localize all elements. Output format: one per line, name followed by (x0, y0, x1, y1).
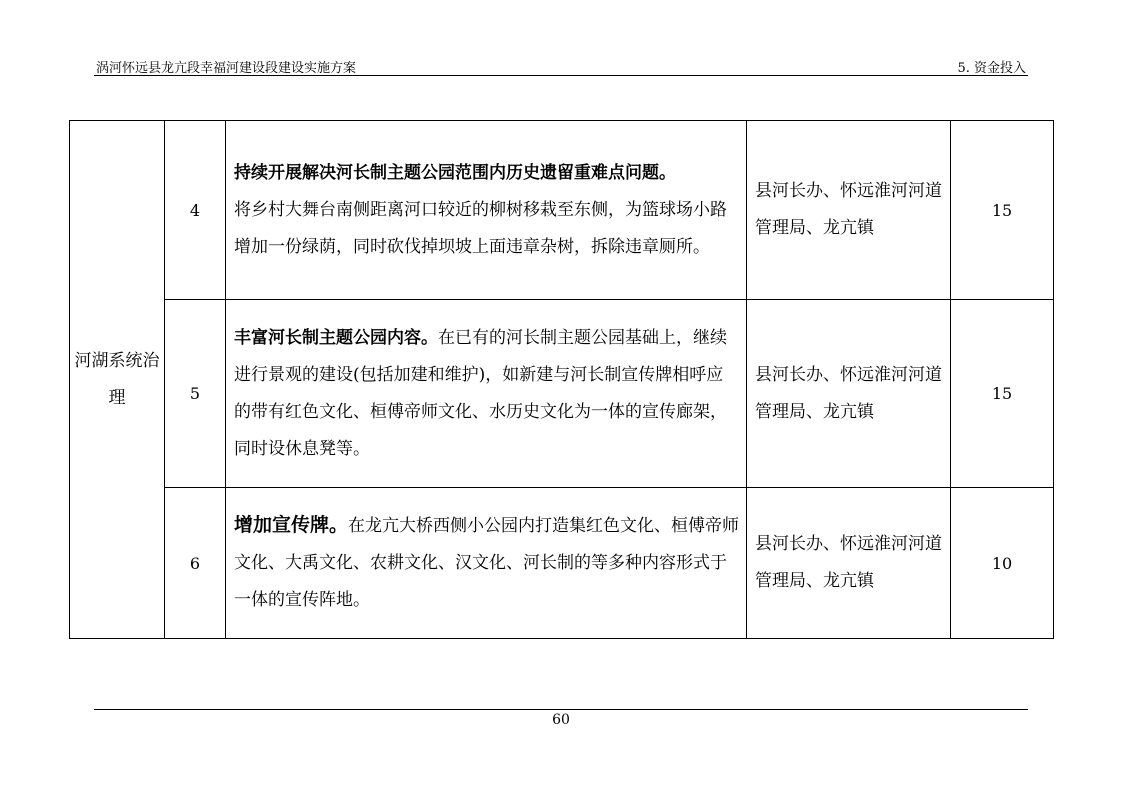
section-title: 5. 资金投入 (957, 61, 1026, 76)
item-number: 4 (165, 121, 226, 300)
header-divider (94, 75, 1028, 76)
funding-amount: 15 (951, 121, 1054, 300)
table-row (70, 300, 1054, 488)
item-description (226, 121, 747, 300)
item-body: 在已有的河长制主题公园基础上，继续进行景观的建设(包括加建和维护)，如新建与河长制宣传牌相呼应的带有红色文化、桓傅帝师文化、水历史文化为一体的宣传廊架，同时设休息凳等。 (234, 327, 727, 459)
funding-amount: 15 (951, 300, 1054, 488)
item-number: 5 (165, 300, 226, 488)
item-body: 在龙亢大桥西侧小公园内打造集红色文化、桓傅帝师文化、大禹文化、农耕文化、汉文化、河长制的等多种内容形式于一体的宣传阵地。 (234, 516, 740, 610)
item-heading: 丰富河长制主题公园内容。 (234, 327, 438, 348)
item-description (226, 300, 747, 488)
item-heading: 持续开展解决河长制主题公园范围内历史遗留重难点问题。 (234, 162, 676, 183)
responsible-department: 县河长办、怀远淮河河道管理局、龙亢镇 (747, 488, 951, 639)
table-row (70, 488, 1054, 639)
table-row (70, 121, 1054, 300)
category-cell: 河湖系统治理 (70, 121, 165, 639)
footer-divider (94, 709, 1028, 710)
page-number: 60 (552, 712, 570, 728)
item-description (226, 488, 747, 639)
responsible-department: 县河长办、怀远淮河河道管理局、龙亢镇 (747, 300, 951, 488)
funding-table (69, 120, 1054, 639)
responsible-department: 县河长办、怀远淮河河道管理局、龙亢镇 (747, 121, 951, 300)
item-body: 将乡村大舞台南侧距离河口较近的柳树移栽至东侧，为篮球场小路增加一份绿荫，同时砍伐掉坝坡上面违章杂树，拆除违章厕所。 (234, 199, 727, 257)
funding-amount: 10 (951, 488, 1054, 639)
item-heading: 增加宣传牌。 (234, 514, 349, 536)
document-title: 涡河怀远县龙亢段幸福河建设段建设实施方案 (96, 61, 357, 76)
item-number: 6 (165, 488, 226, 639)
